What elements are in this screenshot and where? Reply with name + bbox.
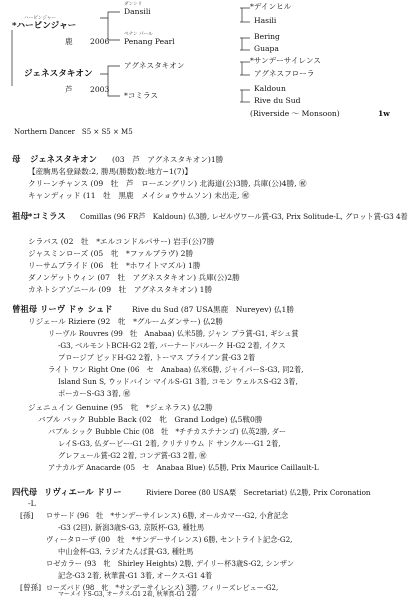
granddam-line-0: シラバス (02 牡 *エルコンドルパサー) 岩手(公)7勝	[28, 237, 215, 246]
ggdam-line-11: グレフュール賞-G2 2着, コンデ賞-G3 2着, ㊗	[58, 451, 207, 460]
granddam-line-1: ジャスミンローズ (05 牝 *ファルブラヴ) 2勝	[28, 249, 194, 258]
mother-label: 母	[12, 154, 21, 164]
mother-name: ジェネスタキオン	[30, 154, 97, 164]
dam-year: 2003	[90, 85, 110, 94]
granddam-label: 祖母	[12, 211, 29, 221]
ss-dam: Hasili	[254, 16, 277, 25]
ds-dam: アグネスフローラ	[254, 69, 315, 78]
sd-sire: Bering	[254, 32, 280, 41]
mother-line-0: 【産駒馬名登録数:2, 勝馬(勝数)数:地方−1(7)】	[28, 167, 193, 176]
inbreeding: Northern Dancer S5 × S5 × M5	[14, 128, 133, 136]
fourth-dam-line-0: [孫]	[20, 511, 34, 520]
fourth-dam-label: 四代母	[12, 487, 38, 497]
fourth-dam-line-6: 記念-G3 2着, 秋華賞-G1 3着, オークス-G1 4着	[58, 571, 213, 580]
fourth-dam-line-3: ヴィータローザ (00 牡 *サンデーサイレンス) 6勝, セントライト記念-G2,	[46, 535, 293, 544]
pedigree-lines	[0, 0, 415, 130]
sire-dam-ruby: ペナン パール	[124, 32, 153, 37]
dd-note: (Riverside ～ Monsoon)	[250, 109, 340, 118]
ggdam-line-2: -G3, ベルモントBCH-G2 2着, バーナードバルーク H-G2 2着, イクス	[58, 341, 286, 350]
granddam-name: *コミラス	[28, 211, 66, 221]
ggdam-line-3: プロージブ ビッドH-G2 2着, トーマス ブライアン賞-G3 2着	[58, 353, 256, 362]
mother-line-1: クリーンチャンス (09 牡 芦 ローエングリン) 北海道(公)3勝, 兵庫(公)4勝, ㊗	[28, 179, 307, 188]
fourth-dam-line-1: ロサード (96 牡 *サンデーサイレンス) 6勝, オールカマー-G2, 小倉記念	[46, 511, 289, 520]
fourth-dam-desc: Riviere Doree (80 USA栗 Secretariat) 仏2勝, Prix Coronation	[146, 488, 371, 497]
ggdam-line-8: バブル バック Bubble Back (02 牝 Grand Lodge) 仏5戦0勝	[38, 415, 263, 424]
sire-dam: Penang Pearl	[124, 37, 175, 46]
ggdam-line-4: ライト ワン Right One (06 セ Anabaa) 仏米6勝, ジャイパーS-G3, 同2着,	[48, 365, 304, 374]
fourth-dam-line-7: [曾孫]	[20, 583, 42, 592]
fourth-dam-desc2: -L	[28, 499, 36, 508]
family-number: 1w	[378, 109, 390, 118]
ss-sire: *デインヒル	[250, 2, 292, 11]
ggdam-line-5: Island Sun S, ウッドバイン マイルS-G1 3着, コモン ウェルスS-G2 3着,	[58, 377, 298, 386]
mother-line-2: キャンディッド (11 牡 黒鹿 メイショウサムソン) 未出走, ㊗	[28, 191, 250, 200]
dam-coat: 芦	[65, 85, 73, 94]
ggdam-line-0: リジェール Riziere (92 牝 *グルームダンサー) 仏2勝	[28, 317, 223, 326]
mother-desc: (03 芦 アグネスタキオン)1勝	[112, 155, 224, 164]
sire-sire: Dansili	[124, 7, 151, 16]
ggdam-line-12: アナカルデ Anacarde (05 セ Anabaa Blue) 仏5勝, Prix Maurice Caillault-L	[48, 463, 319, 472]
granddam-desc: Comillas (96 FR芦 Kaldoun) 仏3勝, レゼルヴワール賞-G3, Prix Solitude-L, グロット賞-G3 4着	[80, 212, 408, 221]
ggdam-line-6: ポーカーS-G3 3着, ㊗	[58, 389, 131, 398]
dam-sire: アグネスタキオン	[124, 61, 185, 70]
dd-dam: Rive du Sud	[254, 96, 301, 105]
fourth-dam-line-4: 中山金杯-G3, ラジオたんぱ賞-G3, 種牡馬	[58, 547, 194, 556]
dd-sire: Kaldoun	[254, 84, 286, 93]
fourth-dam-line-2: -G3 (2回), 新潟3歳S-G3, 京阪杯-G3, 種牡馬	[58, 523, 205, 532]
ds-sire: *サンデーサイレンス	[250, 56, 321, 65]
ggdam-label: 曾祖母	[12, 304, 38, 314]
fourth-dam-line-9: マーメイドS-G3, オークス-G1 2着, 秋華賞-G1 2着	[58, 591, 197, 598]
granddam-line-3: ダノンゲットウィン (07 牡 アグネスタキオン) 兵庫(公)2勝	[28, 273, 240, 282]
granddam-line-2: リーサムブライド (06 牡 *ホワイトマズル) 1勝	[28, 261, 201, 270]
sire-sire-ruby: ダンシリ	[124, 2, 143, 7]
ggdam-desc: Rive du Sud (87 USA黒鹿 Nureyev) 仏1勝	[132, 305, 294, 314]
sd-dam: Guapa	[254, 44, 279, 53]
sire-ruby: ハービンジャー	[24, 16, 56, 21]
fourth-dam-line-8: ローズバド (98 牝 *サンデーサイレンス) 3勝, フィリーズレビュー-G2,	[46, 584, 279, 592]
granddam-line-4: カネトシアゾニール (09 牡 アグネスタキオン) 1勝	[28, 285, 213, 294]
fourth-dam-line-5: ロゼカラー (93 牝 Shirley Heights) 2勝, デイリー杯3歳S-G2, シンザン	[46, 559, 295, 568]
ggdam-line-7: ジェニュイン Genuine (95 牝 *ジェネラス) 仏2勝	[28, 403, 213, 412]
dam-name: ジェネスタキオン	[24, 69, 93, 79]
sire-coat: 鹿	[65, 37, 73, 46]
sire-name: *ハービンジャー	[12, 21, 77, 31]
fourth-dam-name: リヴィエール ドリー	[44, 487, 122, 497]
sire-year: 2006	[90, 37, 110, 46]
ggdam-line-9: バブル シック Bubble Chic (08 牡 *チチカステナンゴ) 仏英2勝, ダー	[48, 427, 287, 436]
ggdam-name: リーヴ ドゥ シュド	[40, 304, 113, 314]
ggdam-line-1: リーヴル Rouvres (99 牡 Anabaa) 仏米5勝, ジャン プラ賞-G1, ギシュ賞	[48, 329, 299, 338]
dam-dam: *コミラス	[124, 91, 158, 100]
ggdam-line-10: レイS-G3, 仏ダービー-G1 2着, クリテリウム ド サンクルー-G1 2着,	[58, 439, 281, 448]
